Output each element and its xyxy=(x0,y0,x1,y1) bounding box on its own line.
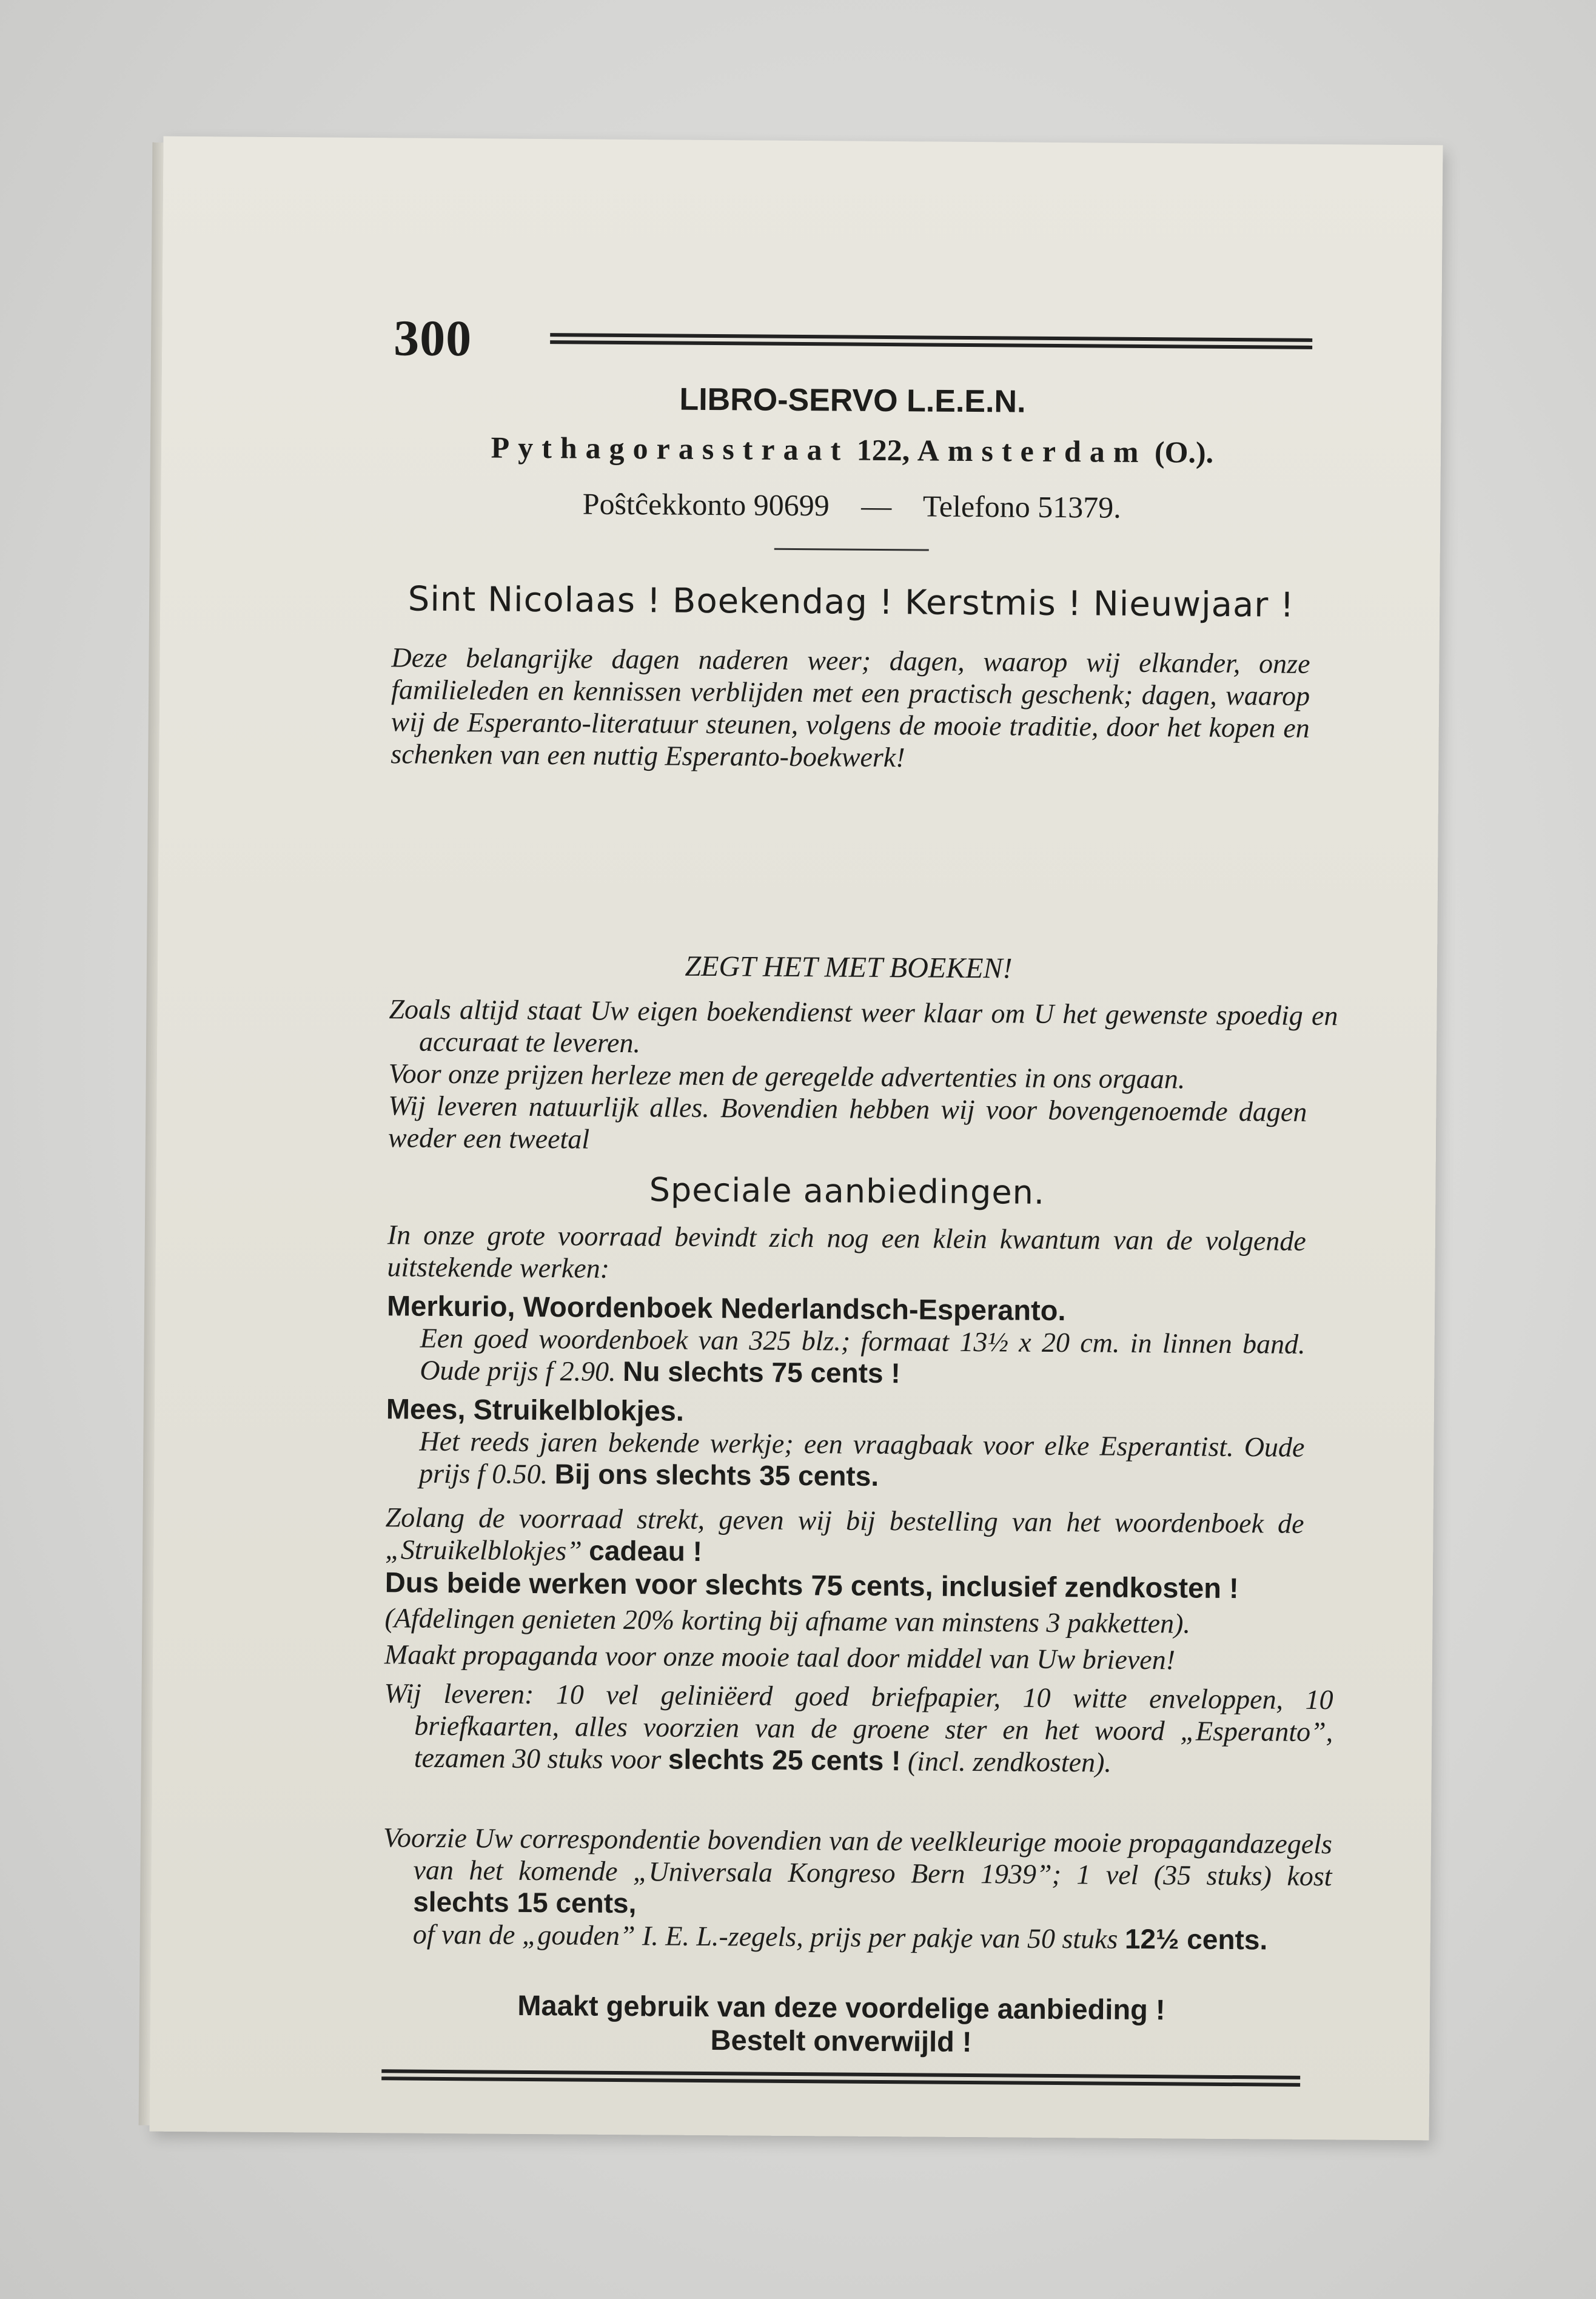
item1-description xyxy=(420,1322,1306,1392)
gift-text: Zolang de voorraad strekt, geven wij bij bestelling van het woordenboek de „Struikelblokjes” xyxy=(385,1502,1304,1566)
item2-desc-text: Het reeds jaren bekende werkje; een vraagbaak voor elke Esperantist. Oude prijs f 0.50. xyxy=(418,1425,1305,1490)
gift-bold: cadeau ! xyxy=(589,1534,703,1567)
service-paragraph: Zoals altijd staat Uw eigen boekendienst weer klaar om U het gewenste spoedig en accuraat te leveren. xyxy=(389,993,1338,1059)
stamps-price: slechts 15 cents, xyxy=(413,1885,637,1919)
headline: Sint Nicolaas ! Boekendag ! Kerstmis ! Nieuwjaar ! xyxy=(407,579,1295,625)
letter-offer-text: Wij leveren: 10 vel geliniëerd goed briefpapier, 10 witte enveloppen, 10 briefkaarten, alles voorzien van de groene ster en het woord „Esperanto”, tezamen 30 stuks voor xyxy=(384,1677,1333,1775)
publisher-name: LIBRO-SERVO L.E.E.N. xyxy=(679,381,1026,420)
item1-title: Merkurio, Woordenboek Nederlandsch-Esperanto. xyxy=(386,1289,1066,1327)
stamps-text: Voorzie Uw correspondentie bovendien van de veelkleurige mooie propagandazegels van het komende „Universala Kongreso Bern 1939”; 1 vel (35 stuks) kost xyxy=(383,1822,1333,1892)
address-street: Pythagorasstraat xyxy=(491,430,850,467)
item1-offer: Nu slechts 75 cents ! xyxy=(622,1355,900,1389)
page-header xyxy=(394,309,1313,370)
address-city: Amsterdam xyxy=(917,433,1147,469)
closing-line-2: Bestelt onverwijld ! xyxy=(710,2024,972,2058)
phone-number: Telefono 51379. xyxy=(922,489,1121,525)
stock-paragraph: In onze grote voorraad bevindt zich nog een klein kwantum van de volgende uitstekende werken: xyxy=(387,1219,1307,1284)
letter-note: (incl. zendkosten). xyxy=(907,1745,1112,1778)
divider xyxy=(774,548,929,551)
stamps-paragraph xyxy=(383,1821,1332,1924)
propaganda-note: Maakt propaganda voor onze mooie taal door middel van Uw brieven! xyxy=(384,1639,1176,1676)
contact-line xyxy=(392,485,1311,526)
address-district: (O.). xyxy=(1154,435,1214,469)
item2-description xyxy=(419,1425,1305,1495)
address-number: 122, xyxy=(856,432,910,468)
contact-separator: — xyxy=(861,488,892,523)
footer-rule xyxy=(381,2069,1300,2087)
discount-note: (Afdelingen genieten 20% korting bij afname van minstens 3 pakketten). xyxy=(384,1602,1191,1639)
stamps-alt-text: of van de „gouden” I. E. L.-zegels, prijs per pakje van 50 stuks xyxy=(412,1918,1118,1955)
intro-paragraph: Deze belangrijke dagen naderen weer; dagen, waarop wij elkander, onze familieleden en kennissen verblijden met een practisch geschenk; dagen, waarop wij de Esperanto-literatuur steunen, volgens de mooie traditie, door het kopen en schenken van een nuttig Esperanto-boekwerk! xyxy=(391,642,1310,773)
postcheck-account: Poŝtĉekkonto 90699 xyxy=(582,486,830,523)
publisher-address xyxy=(393,429,1312,471)
stamps-alt-paragraph xyxy=(383,1918,1301,1956)
section-title: Speciale aanbiedingen. xyxy=(649,1170,1045,1212)
item1-desc-text: Een goed woordenboek van 325 blz.; formaat 13½ x 20 cm. in linnen band. Oude prijs f 2.90. xyxy=(420,1322,1306,1387)
document-page xyxy=(150,136,1443,2141)
item2-title: Mees, Struikelblokjes. xyxy=(386,1392,685,1427)
slogan: ZEGT HET MET BOEKEN! xyxy=(685,950,1013,985)
closing-line-1: Maakt gebruik van deze voordelige aanbieding ! xyxy=(517,1989,1165,2026)
header-rule xyxy=(550,333,1312,349)
letter-price: slechts 25 cents ! xyxy=(668,1743,901,1777)
delivery-paragraph: Wij leveren natuurlijk alles. Bovendien hebben wij voor bovengenoemde dagen weder een tweetal xyxy=(387,1090,1307,1155)
prices-paragraph: Voor onze prijzen herleze men de geregelde advertenties in ons orgaan. xyxy=(388,1058,1185,1095)
item2-offer: Bij ons slechts 35 cents. xyxy=(554,1458,879,1492)
gift-paragraph xyxy=(385,1501,1304,1572)
stamps-alt-price: 12½ cents. xyxy=(1124,1922,1268,1956)
both-works-offer: Dus beide werken voor slechts 75 cents, inclusief zendkosten ! xyxy=(384,1566,1239,1605)
page-number: 300 xyxy=(393,310,472,368)
letter-offer-paragraph xyxy=(384,1677,1333,1780)
